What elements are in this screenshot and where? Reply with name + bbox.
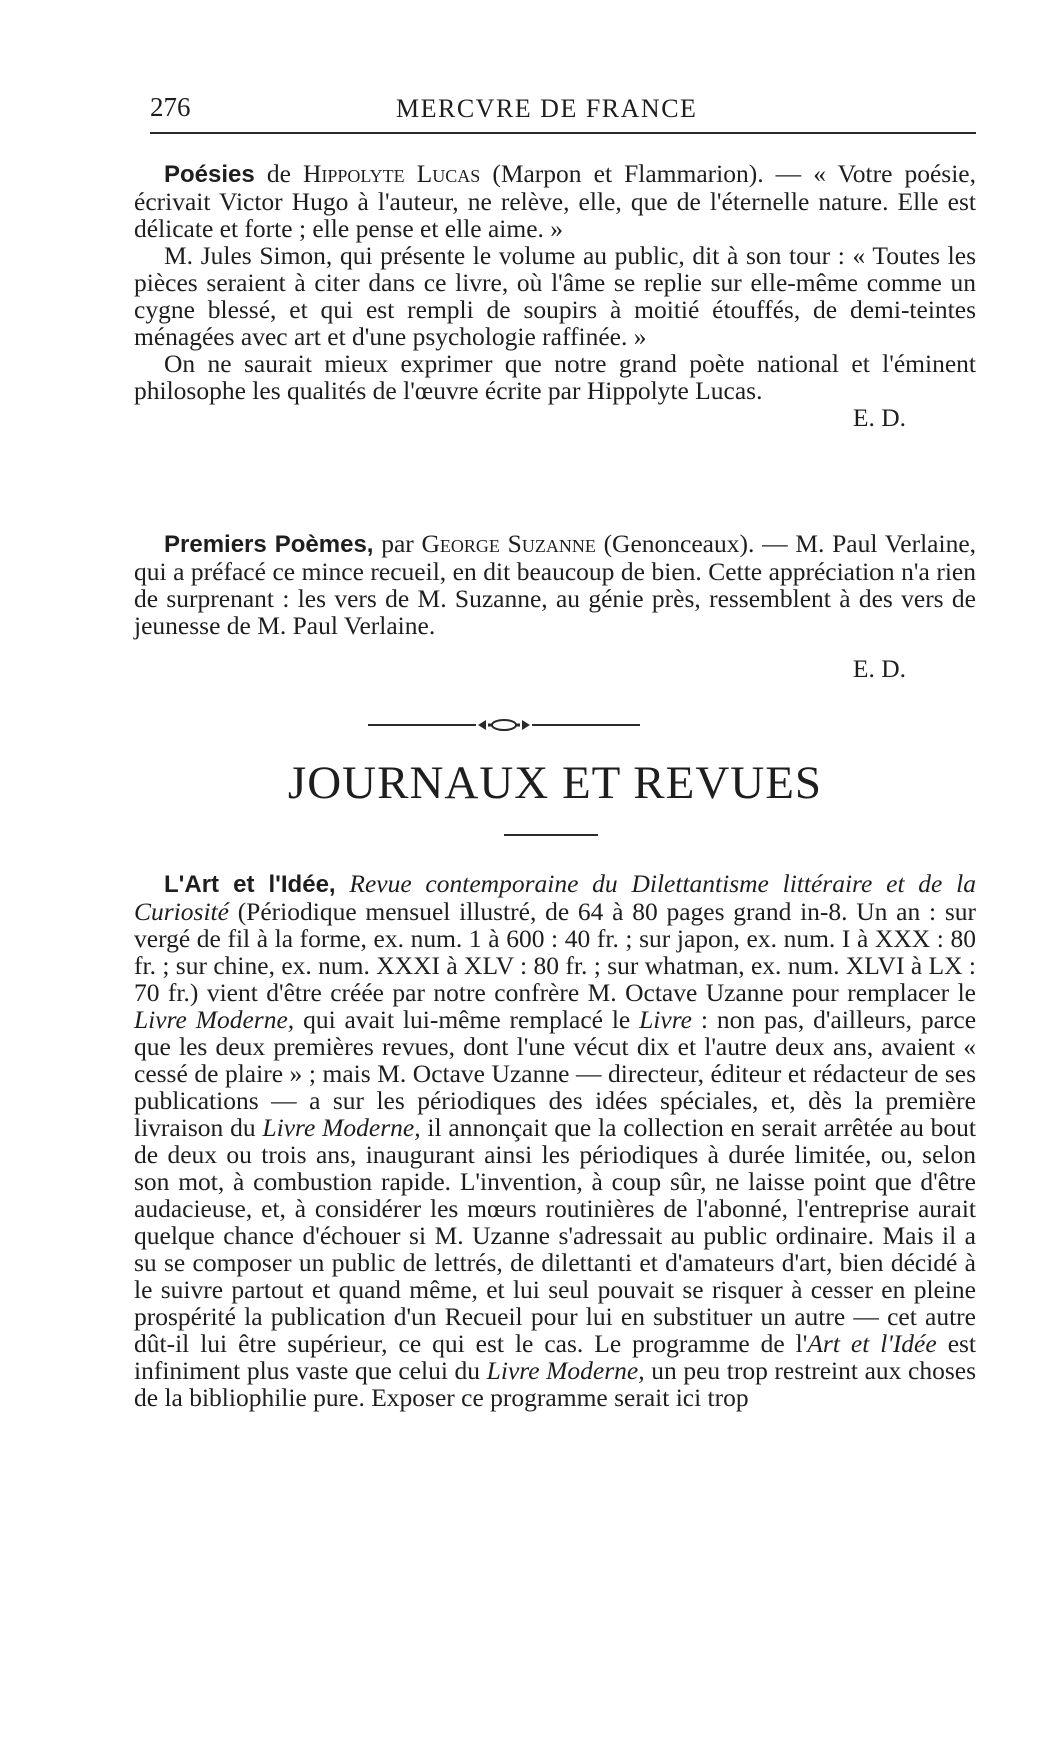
article-paragraph [134,870,976,1411]
review-premiers-signature: E. D. [852,654,906,683]
review-premiers-publisher: (Genonceaux). [603,529,755,558]
running-title: MERCVRE DE FRANCE [396,94,698,123]
article-italic-2: Livre [639,1005,692,1034]
section-heading: JOURNAUX ET REVUES [287,757,823,809]
article-body-1: (Périodique mensuel illustré, de 64 à 80 pages grand in-8. Un an : sur vergé de fil à la forme, ex. num. 1 à 600 : 40 fr. ; sur japon, ex. num. I à XXX : 80 fr. ; sur chine, ex. num. XXXI à XLV : 80 fr. ; sur whatman, ex. num. XLVI à LX : 70 fr.) vient d'être créée par notre confrère M. Octave Uzanne pour remplacer le [134,897,976,1007]
article-body-6: un peu trop restreint aux choses de la bibliophilie pure. Exposer ce programme serait ici trop [134,1356,976,1412]
article-art-et-idee [134,870,976,1411]
article-body-3: : non pas, d'ailleurs, parce que les deux premières revues, dont l'une vécut dix et l'autre deux ans, avaient « cessé de plaire » ; mais M. Octave Uzanne — directeur, éditeur et rédacteur de ses publications — a sur les périodiques des idées spéciales, et, dès la première livraison du [134,1005,977,1142]
review-poesies-publisher: (Marpon et Flammarion). — [492,159,802,188]
review-premiers-para1 [134,530,976,639]
page-header [150,92,976,134]
review-poesies-para1 [134,160,976,242]
review-premiers-author: George Suzanne [421,529,596,558]
article-italic-4: Art et l'Idée [807,1329,937,1358]
ornament-divider-icon [368,716,640,734]
article-title: L'Art et l'Idée, [164,871,336,898]
review-premiers-poemes [134,530,976,682]
article-italic-1: Livre Moderne, [134,1005,295,1034]
review-poesies-by: de [266,159,291,188]
review-poesies-title: Poésies [164,161,255,188]
review-poesies [134,160,976,431]
article-body-2: qui avait lui-même remplacé le [303,1005,631,1034]
section-rule [504,834,598,836]
page-number: 276 [150,92,191,122]
article-italic-5: Livre Moderne, [486,1356,645,1385]
review-poesies-para3: On ne saurait mieux exprimer que notre grand poète national et l'éminent philosophe les qualités de l'œuvre écrite par Hippolyte Lucas. [134,349,976,405]
review-premiers-body: — M. Paul Verlaine, qui a préfacé ce mince recueil, en dit beaucoup de bien. Cette appréciation n'a rien de surprenant : les vers de M. Suzanne, au génie près, ressemblent à des vers de jeunesse de M. Paul Verlaine. [134,529,977,640]
review-premiers-by: par [381,529,414,558]
article-body-5: est infiniment plus vaste que celui du [134,1329,977,1385]
review-poesies-body: « Votre poésie, écrivait Victor Hugo à l'auteur, ne relève, elle, que de l'éternelle nature. Elle est délicate et forte ; elle pense et elle aime. » [134,159,976,243]
review-premiers-title: Premiers Poèmes, [164,531,374,558]
article-body-4: il annonçait que la collection en serait arrêtée au bout de deux ou trois ans, inaugurant ainsi les périodiques à durée limitée, ou, selon son mot, à combustion rapide. L'invention, à coup sûr, ne laisse point que d'être audacieuse, et, à considérer les mœurs routinières de l'abonné, l'entreprise aurait quelque chance d'échouer si M. Uzanne s'adressait au public ordinaire. Mais il a su se composer un public de lettrés, de dilettanti et d'amateurs d'art, bien décidé à le suivre partout et quand même, et lui seul pouvait se risquer à cesser en pleine prospérité la publication d'un Recueil pour lui en substituer un autre — cet autre dût-il lui être supérieur, ce qui est le cas. Le programme de l' [134,1113,977,1358]
review-poesies-signature: E. D. [852,403,906,432]
article-subtitle: Revue contemporaine du Dilettantisme littéraire et de la Curiosité [134,869,976,926]
review-poesies-para2: M. Jules Simon, qui présente le volume au public, dit à son tour : « Toutes les pièces seraient à citer dans ce livre, où l'âme se replie sur elle-même comme un cygne blessé, et qui est rempli de soupirs à moitié étouffés, de demi-teintes ménagées avec art et d'une psychologie raffinée. » [134,241,976,351]
article-italic-3: Livre Moderne, [262,1113,421,1142]
review-poesies-author: Hippolyte Lucas [302,159,481,188]
